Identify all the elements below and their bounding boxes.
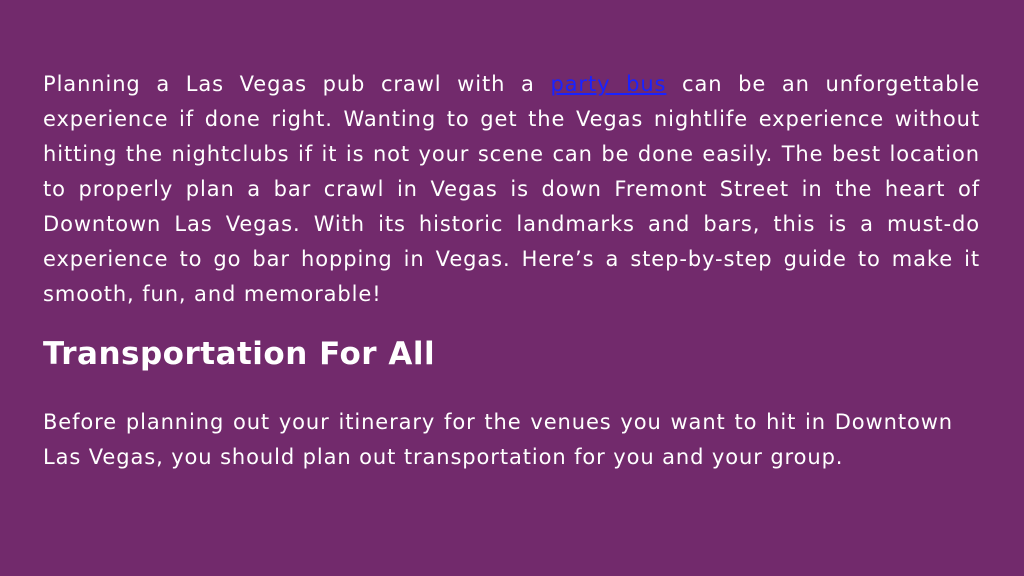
section-heading: Transportation For All [43, 336, 436, 372]
party-bus-link[interactable]: party bus [550, 72, 667, 96]
intro-text-end: can be an unforgettable experience if done right. Wanting to get the Vegas nightlife experience without hitting the nightclubs if it is not your scene can be done easily. The best location to properly plan a bar crawl in Vegas is down Fremont Street in the heart of Downtown Las Vegas. With its historic landmarks and bars, this is a must-do experience to go bar hopping in Vegas. Here’s a step-by-step guide to make it smooth, fun, and memorable! [43, 72, 981, 306]
section-body: Before planning out your itinerary for the venues you want to hit in Downtown Las Vegas, you should plan out transportation for you and your group. [43, 410, 953, 469]
intro-text-start: Planning a Las Vegas pub crawl with a [43, 72, 551, 96]
intro-paragraph [43, 67, 980, 312]
